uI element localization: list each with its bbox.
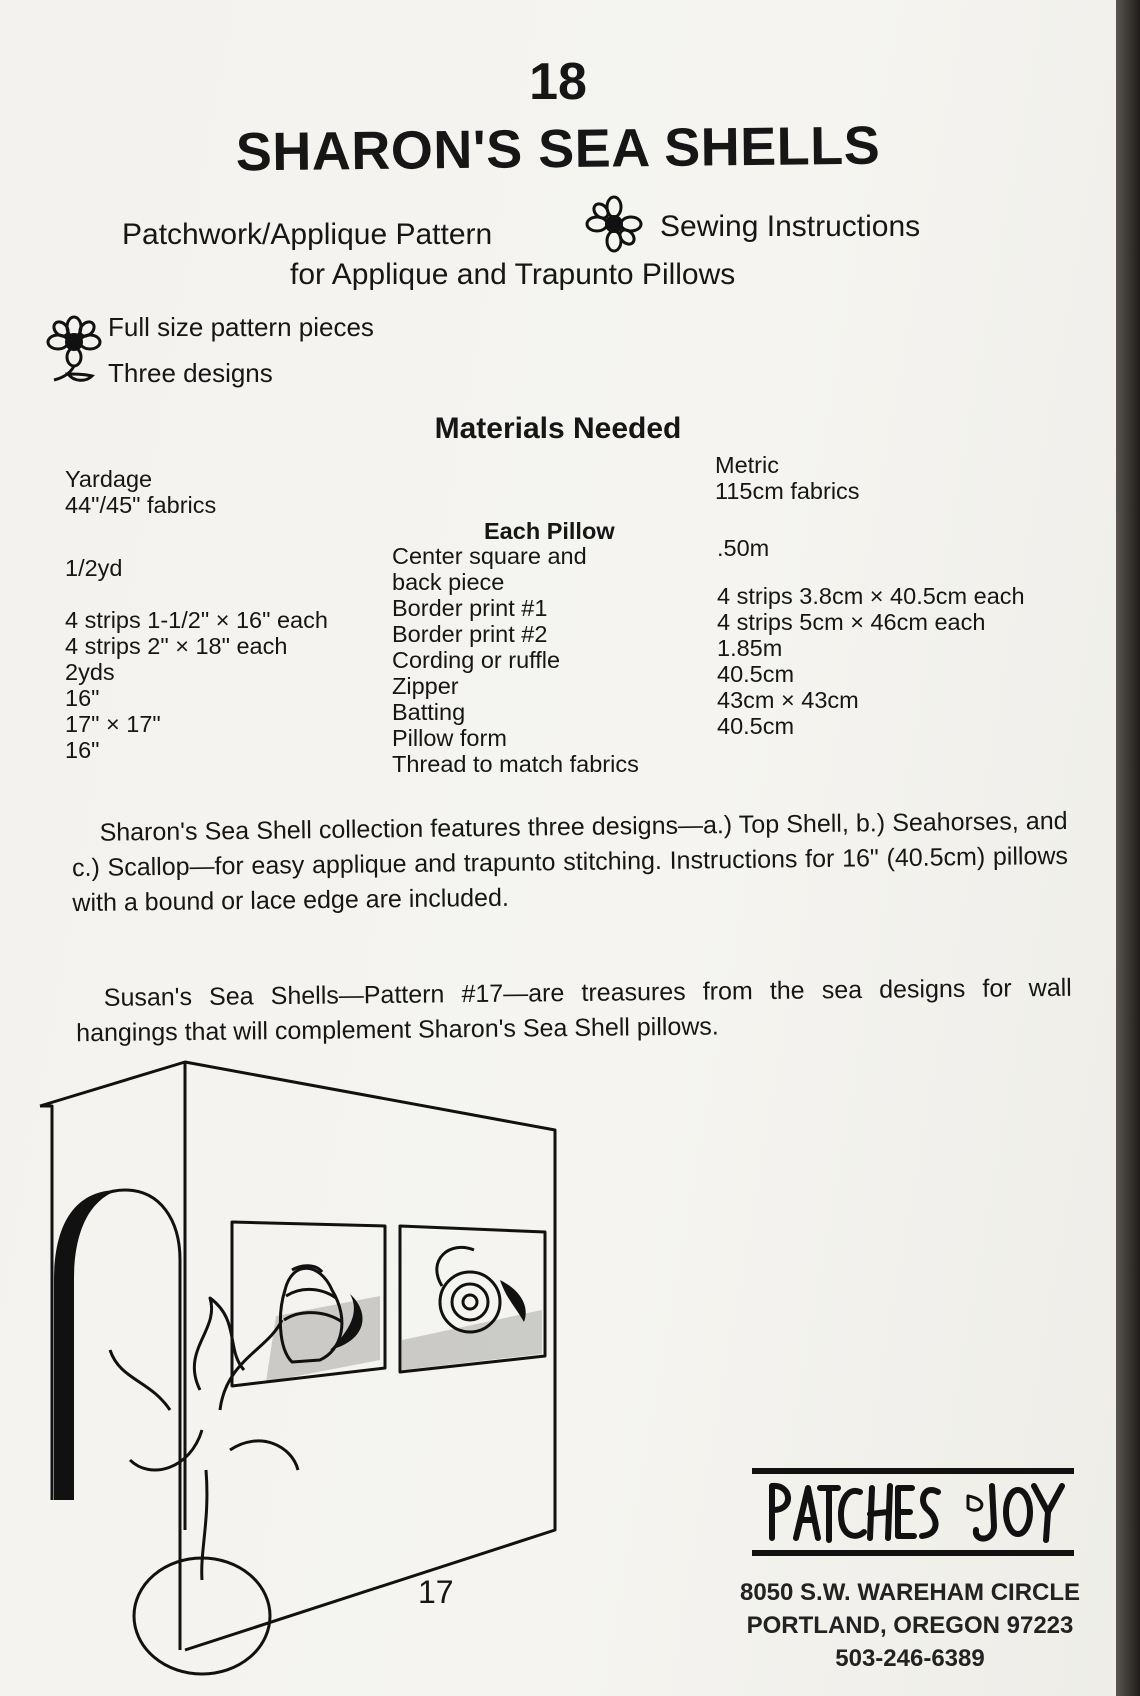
yardage-value: 16" (65, 737, 100, 763)
related-pattern-note: Susan's Sea Shells—Pattern #17—are treasures from the sea designs for wall hangings that will complement Sharon's Sea Shell pillows. (76, 973, 1072, 1048)
page-title: SHARON'S SEA SHELLS (235, 115, 881, 183)
yardage-label: Yardage (65, 466, 153, 492)
yardage-header (65, 466, 216, 518)
metric-header (715, 452, 860, 504)
address-line-2: PORTLAND, OREGON 97223 (746, 1612, 1074, 1639)
page-edge-shadow (1116, 0, 1140, 1696)
material-item: Zipper (392, 673, 459, 699)
description-paragraph: Sharon's Sea Shell collection features three designs—a.) Top Shell, b.) Seahorses, and c.) Scallop—for easy applique and trapunto stitching. Instructions for 16" (40.5cm) pillows with a bound or lace edge are included. (71, 806, 1069, 918)
metric-value: 4 strips 3.8cm × 40.5cm each (717, 583, 1025, 609)
feature-item: Full size pattern pieces (108, 312, 374, 342)
metric-fabric-width: 115cm fabrics (715, 478, 860, 504)
page-number: 17 (418, 1574, 454, 1610)
yardage-value: 4 strips 2" × 18" each (65, 633, 288, 659)
material-item: Border print #2 (392, 621, 548, 647)
logo-rule-bottom (752, 1550, 1074, 1556)
yardage-value: 4 strips 1-1/2" × 16" each (65, 607, 328, 633)
yardage-value: 1/2yd (65, 555, 123, 581)
flower-icon-large (48, 316, 104, 384)
metric-values (717, 535, 1025, 739)
subtitle-right: Sewing Instructions (660, 210, 921, 243)
address-line-1: 8050 S.W. WAREHAM CIRCLE (739, 1579, 1081, 1606)
metric-label: Metric (715, 452, 779, 478)
material-item: back piece (392, 569, 505, 595)
yardage-values (65, 555, 328, 763)
subtitle-line2: for Applique and Trapunto Pillows (290, 258, 736, 291)
metric-value: 40.5cm (717, 713, 795, 739)
yardage-value: 2yds (65, 659, 115, 685)
metric-value: 4 strips 5cm × 46cm each (717, 609, 986, 635)
metric-value: 1.85m (717, 635, 783, 661)
material-item: Batting (392, 699, 466, 725)
metric-value: 40.5cm (717, 661, 795, 687)
material-item: Pillow form (392, 725, 507, 751)
metric-value: .50m (717, 535, 770, 561)
material-item: Cording or ruffle (392, 647, 561, 673)
yardage-value: 16" (65, 685, 100, 711)
yardage-fabric-width: 44"/45" fabrics (65, 492, 217, 518)
material-item: Thread to match fabrics (392, 751, 639, 777)
publisher-address (700, 1576, 1116, 1675)
material-item: Center square and (392, 543, 587, 569)
phone-number: 503-246-6389 (835, 1645, 985, 1672)
materials-heading: Materials Needed (434, 412, 682, 445)
yardage-value: 17" × 17" (65, 711, 161, 737)
feature-item: Three designs (108, 358, 273, 388)
metric-value: 43cm × 43cm (717, 687, 859, 713)
logo-rule-top (752, 1468, 1074, 1474)
flower-icon (588, 196, 640, 254)
subtitle-left: Patchwork/Applique Pattern (122, 218, 493, 251)
materials-items (392, 543, 639, 777)
pillow-room-illustration (30, 1050, 570, 1690)
patches-of-joy-logo (764, 1476, 1068, 1548)
each-pillow-label: Each Pillow (484, 518, 615, 544)
pattern-number: 18 (529, 53, 587, 111)
material-item: Border print #1 (392, 595, 548, 621)
